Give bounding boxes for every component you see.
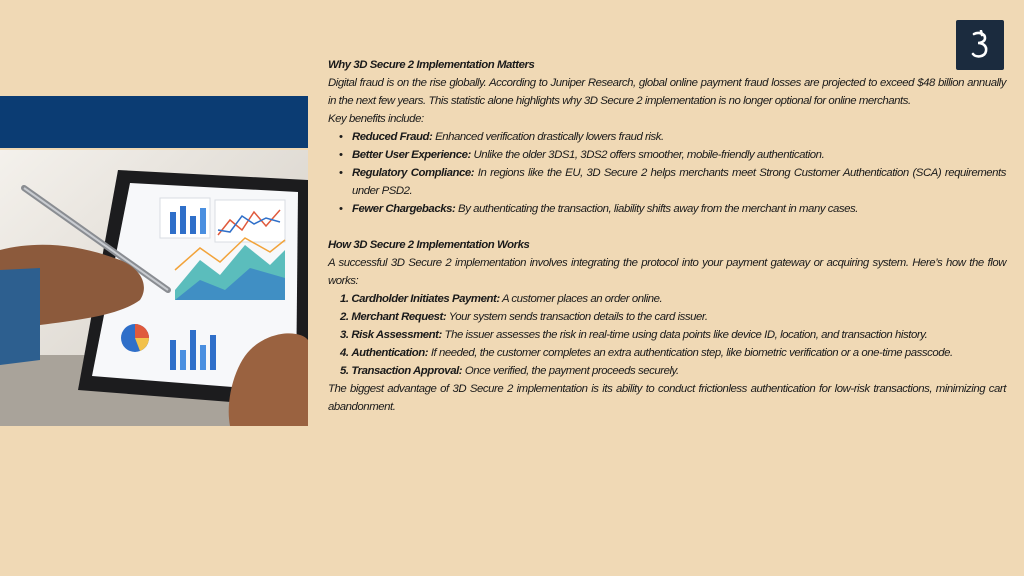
benefit-text: In regions like the EU, 3D Secure 2 helps merchants meet Strong Customer Authentication (SCA) requirements under PSD2.	[352, 167, 1006, 197]
step-number: 1.	[340, 293, 349, 305]
benefit-text: By authenticating the transaction, liability shifts away from the merchant in many cases.	[455, 203, 859, 215]
list-item	[328, 200, 1006, 218]
flow-intro-paragraph: A successful 3D Secure 2 implementation involves integrating the protocol into your payment gateway or acquiring system. Here’s how the flow works:	[328, 257, 1006, 287]
step-text: Once verified, the payment proceeds securely.	[462, 365, 679, 377]
list-item	[328, 128, 1006, 146]
benefit-label: Better User Experience:	[352, 149, 471, 161]
step-label: Transaction Approval:	[351, 365, 463, 377]
benefit-text: Unlike the older 3DS1, 3DS2 offers smoother, mobile-friendly authentication.	[470, 149, 825, 161]
benefit-text: Enhanced verification drastically lowers fraud risk.	[432, 131, 664, 143]
step-label: Risk Assessment:	[351, 329, 442, 341]
list-item	[328, 362, 1006, 380]
step-text: The issuer assesses the risk in real-time using data points like device ID, location, and transaction history.	[441, 329, 928, 341]
list-item	[328, 146, 1006, 164]
conclusion-paragraph: The biggest advantage of 3D Secure 2 implementation is its ability to conduct frictionless authentication for low-risk transactions, minimizing cart abandonment.	[328, 383, 1006, 413]
benefits-label: Key benefits include:	[328, 113, 424, 125]
steps-list	[328, 290, 1006, 380]
list-item	[328, 290, 1006, 308]
list-item	[328, 164, 1006, 200]
step-text: A customer places an order online.	[499, 293, 663, 305]
step-label: Cardholder Initiates Payment:	[351, 293, 500, 305]
section-heading-how: How 3D Secure 2 Implementation Works	[328, 239, 530, 251]
tablet-analytics-photo	[0, 150, 308, 426]
step-label: Authentication:	[351, 347, 429, 359]
benefits-list	[328, 128, 1006, 218]
benefit-label: Reduced Fraud:	[352, 131, 433, 143]
benefit-label: Fewer Chargebacks:	[352, 203, 456, 215]
step-label: Merchant Request:	[351, 311, 447, 323]
step-text: If needed, the customer completes an extra authentication step, like biometric verification or a one-time passcode.	[428, 347, 953, 359]
intro-paragraph: Digital fraud is on the rise globally. According to Juniper Research, global online payment fraud losses are projected to exceed $48 billion annually in the next few years. This statistic alone highlights why 3D Secure 2 implementation is no longer optional for online merchants.	[328, 77, 1006, 107]
accent-band	[0, 96, 308, 148]
list-item	[328, 326, 1006, 344]
benefit-label: Regulatory Compliance:	[352, 167, 475, 179]
step-text: Your system sends transaction details to the card issuer.	[446, 311, 708, 323]
list-item	[328, 344, 1006, 362]
step-number: 4.	[340, 347, 349, 359]
article-content	[328, 56, 1006, 416]
list-item	[328, 308, 1006, 326]
step-number: 2.	[340, 311, 349, 323]
step-number: 3.	[340, 329, 349, 341]
section-heading-why: Why 3D Secure 2 Implementation Matters	[328, 59, 535, 71]
step-number: 5.	[340, 365, 349, 377]
